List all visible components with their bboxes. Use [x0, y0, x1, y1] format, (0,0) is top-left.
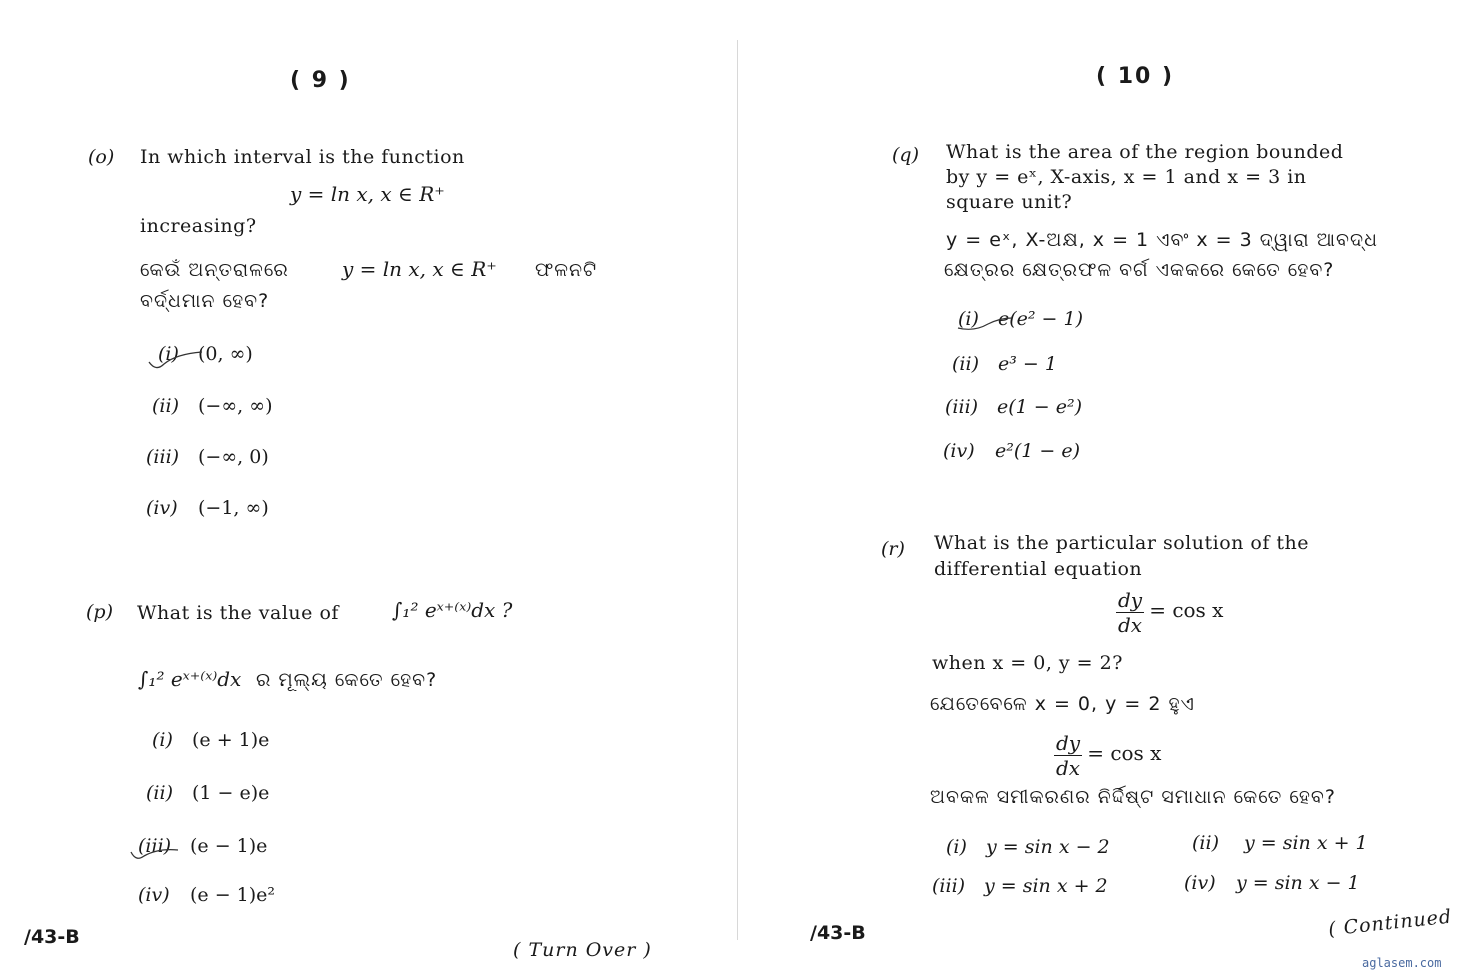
option-row[interactable] [945, 396, 1082, 418]
question-text-line2: differential equation [934, 558, 1143, 580]
option-value: y = sin x + 2 [984, 875, 1108, 897]
option-label: (i) [152, 729, 173, 751]
option-row[interactable] [1192, 832, 1368, 854]
question-text-continued: increasing? [140, 215, 257, 237]
option-row[interactable] [152, 729, 269, 751]
option-row[interactable] [952, 353, 1057, 375]
paper-code: /43-B [810, 922, 866, 944]
option-value: e(e² − 1) [998, 308, 1084, 330]
option-row[interactable] [1184, 872, 1360, 894]
option-value: (e − 1)e [190, 835, 268, 857]
option-value: y = sin x + 1 [1244, 832, 1368, 854]
question-formula: y = ln x, x ∈ R⁺ [290, 182, 445, 206]
question-text-line2: by y = eˣ, X-axis, x = 1 and x = 3 in [946, 166, 1307, 188]
option-value: e³ − 1 [998, 353, 1057, 375]
option-value: (−∞, ∞) [198, 395, 273, 417]
option-label: (ii) [952, 353, 979, 375]
option-value: (−1, ∞) [198, 497, 269, 519]
question-text-odia-3: ବର୍ଦ୍ଧମାନ ହେବ? [140, 290, 270, 312]
option-row[interactable] [146, 782, 269, 804]
option-label: (iv) [943, 440, 975, 462]
differential-equation-odia [1054, 731, 1161, 780]
question-label: (q) [892, 144, 919, 166]
question-text-odia-2: ଫଳନଟି [535, 259, 598, 281]
option-value: (e − 1)e² [190, 884, 276, 906]
option-row[interactable] [943, 440, 1080, 462]
question-integral: ∫₁² eˣ⁺⁽ˣ⁾dx ? [392, 598, 513, 622]
page-number: ( 10 ) [1096, 64, 1175, 89]
option-label: (i) [158, 343, 179, 365]
question-text: What is the particular solution of the [934, 532, 1310, 554]
derivative-fraction [1054, 731, 1082, 780]
option-label: (iii) [932, 875, 966, 897]
option-label: (iii) [146, 446, 180, 468]
question-text: What is the area of the region bounded [946, 141, 1344, 163]
option-label: (ii) [146, 782, 173, 804]
option-value: y = sin x − 2 [986, 836, 1110, 858]
question-text-odia: ର ମୂଲ୍ୟ କେତେ ହେବ? [256, 669, 438, 691]
option-label: (iii) [138, 835, 172, 857]
fraction-numerator: dy [1056, 731, 1081, 755]
option-label: (iv) [1184, 872, 1216, 894]
option-value: (0, ∞) [198, 343, 253, 365]
question-condition: when x = 0, y = 2? [932, 652, 1123, 674]
question-text-odia: କେଉଁ ଅନ୍ତରାଳରେ [140, 259, 289, 281]
question-text-odia-2: କ୍ଷେତ୍ରର କ୍ଷେତ୍ରଫଳ ବର୍ଗ ଏକକରେ କେତେ ହେବ? [944, 259, 1335, 281]
question-formula-odia: y = ln x, x ∈ R⁺ [342, 257, 497, 281]
option-row[interactable] [146, 497, 269, 519]
option-value: (e + 1)e [192, 729, 270, 751]
question-label: (r) [881, 538, 905, 560]
question-text: What is the value of [137, 602, 339, 624]
question-text-odia-2: ଅବକଳ ସମୀକରଣର ନିର୍ଦ୍ଦିଷ୍ଟ ସମାଧାନ କେତେ ହେବ? [930, 786, 1336, 808]
question-text-line3: square unit? [946, 191, 1073, 213]
question-text: In which interval is the function [140, 146, 465, 168]
option-value: (−∞, 0) [198, 446, 269, 468]
turn-over-note: ( Turn Over ) [513, 939, 652, 961]
option-label: (iv) [138, 884, 170, 906]
option-label: (iv) [146, 497, 178, 519]
right-page [740, 0, 1461, 979]
paper-code: /43-B [24, 926, 80, 948]
option-value: (1 − e)e [192, 782, 270, 804]
derivative-fraction [1116, 588, 1144, 637]
option-row[interactable] [146, 446, 269, 468]
watermark: aglasem.com [1362, 956, 1442, 970]
handwritten-tick-mark [146, 346, 206, 374]
page-number: ( 9 ) [290, 68, 351, 93]
option-value: e(1 − e²) [997, 396, 1083, 418]
question-text-odia: y = eˣ, X-ଅକ୍ଷ, x = 1 ଏବଂ x = 3 ଦ୍ୱାରା ଆବଦ୍ଧ [946, 229, 1378, 251]
option-label: (ii) [1192, 832, 1219, 854]
option-label: (i) [958, 308, 979, 330]
option-row[interactable] [932, 875, 1108, 897]
question-label: (o) [88, 146, 115, 168]
question-text-odia: ଯେତେବେଳେ x = 0, y = 2 ହୁଏ [930, 693, 1195, 715]
fraction-denominator: dx [1056, 756, 1081, 780]
handwritten-tick-mark [128, 838, 182, 864]
continued-note: ( Continued [1327, 905, 1454, 941]
option-value: y = sin x − 1 [1236, 872, 1360, 894]
option-row[interactable] [138, 884, 275, 906]
question-label: (p) [86, 601, 113, 623]
option-value: e²(1 − e) [995, 440, 1081, 462]
option-label: (ii) [152, 395, 179, 417]
handwritten-tick-mark [954, 310, 1014, 334]
equation-rhs: = cos x [1149, 598, 1224, 622]
option-row[interactable] [946, 836, 1110, 858]
option-row[interactable] [152, 395, 272, 417]
fraction-numerator: dy [1118, 588, 1143, 612]
equation-rhs: = cos x [1087, 741, 1162, 765]
page-divider [737, 40, 738, 940]
option-label: (i) [946, 836, 967, 858]
option-label: (iii) [945, 396, 979, 418]
differential-equation [1116, 588, 1223, 637]
fraction-denominator: dx [1118, 613, 1143, 637]
question-integral-odia: ∫₁² eˣ⁺⁽ˣ⁾dx [138, 667, 242, 691]
